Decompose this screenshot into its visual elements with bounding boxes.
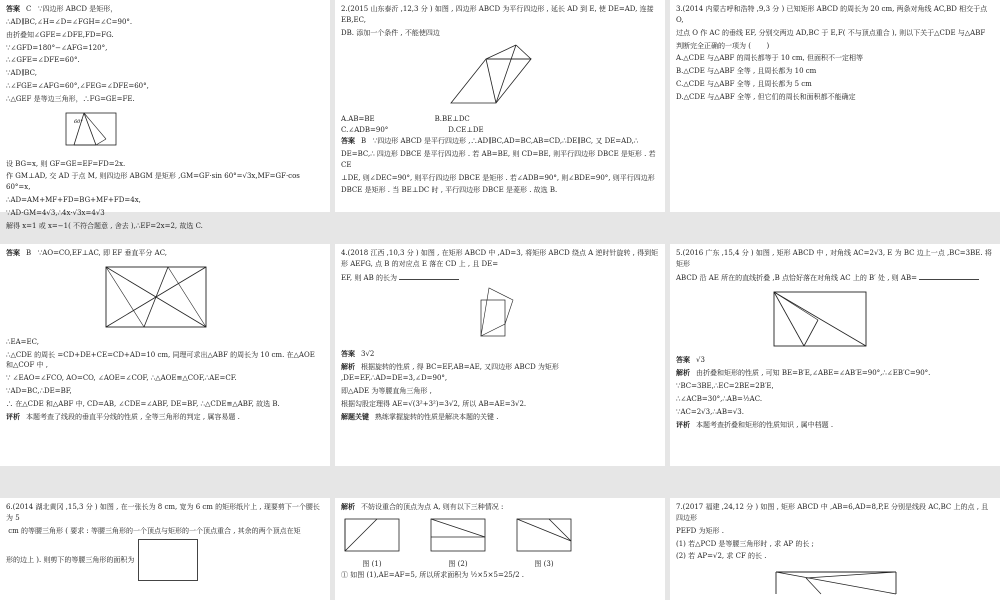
option-a: A.AB=BE [341, 115, 375, 124]
question-text: 7.(2017 福建 ,24,12 分 ) 如图 , 矩形 ABCD 中 ,AB=6,AD=8,P,E 分别是线段 AC,BC 上的点 , 且四边形 [676, 503, 989, 522]
question-text: ABCD 沿 AE 所在的直线折叠 ,B 点恰好落在对角线 AC 上的 B′ 处 , 则 AB= [676, 273, 917, 282]
answer-text: 3√2 [361, 350, 375, 359]
sub-question: (2) 若 AP=√2, 求 CF 的长 . [676, 552, 767, 561]
text-line: ∴AD=AM+MF+FD=BG+MF+FD=4x, [6, 196, 141, 205]
question-panel-3 [670, 0, 1000, 212]
solution-panel-8 [335, 498, 665, 600]
comment-label: 评析 [6, 412, 20, 421]
text-line: ① 如图 (1),AE=AF=5, 所以所求面积为 ½×5×5=25/2 . [341, 570, 524, 579]
analysis-label: 解析 [676, 369, 690, 378]
answer-text: C ∵四边形 ABCD 是矩形， [26, 5, 118, 13]
analysis-label: 解析 [341, 363, 355, 372]
solution-panel-1 [0, 0, 330, 230]
text-line: 解得 x=1 或 x=−1( 不符合题意 , 舍去 ),∴EF=2x=2, 故选 C. [6, 221, 203, 230]
question-panel-9 [670, 498, 1000, 600]
folded-rectangle-figure [56, 107, 126, 155]
fold-rectangle-figure [766, 286, 876, 352]
text-line: 判断完全正确的一项为 ( ) [676, 41, 770, 50]
question-panel-5 [335, 244, 665, 466]
key-text: 熟练掌握旋转的性质是解决本题的关键 . [375, 412, 499, 421]
question-panel-2 [335, 0, 665, 212]
text-line: C.△CDE 与△ABF 全等 , 且周长都为 5 cm [676, 80, 812, 89]
figure-caption: 图 (2) [448, 559, 468, 568]
question-panel-7 [0, 498, 330, 600]
option-b: B.BE⊥DC [434, 115, 470, 124]
parallelogram-figure [441, 41, 561, 111]
answer-label: 答案 [6, 5, 20, 13]
question-text: 5.(2016 广东 ,15,4 分 ) 如图 , 矩形 ABCD 中 , 对角线 AC=2√3, E 为 BC 边上一点 ,BC=3BE. 将矩形 [676, 249, 992, 268]
question-text: 形的边上 ). 则剪下的等腰三角形的面积为 [6, 555, 135, 564]
answer-label: 答案 [341, 350, 355, 359]
option-c: C.∠ADB=90° [341, 126, 389, 135]
text-line: 作 GM⊥AD, 交 AD 于点 M, 则四边形 ABGM 是矩形 ,GM=GF·sin 60°=√3x,MF=GF·cos 60°=x, [6, 172, 303, 192]
text-line: ∵AC=2√3,∴AB=√3. [676, 407, 744, 416]
comment-text: 本题考查折叠和矩形的性质知识 , 属中档题 . [696, 420, 834, 429]
question-text: 4.(2018 江西 ,10,3 分 ) 如图 , 在矩形 ABCD 中 ,AD=3, 将矩形 ABCD 绕点 A 逆时针旋转 , 得到矩形 AEFG, 点 B 的对应点 E 落在 CD 上 , 且 DE= [341, 249, 659, 268]
text-line: 过点 O 作 AC 的垂线 EF, 分别交两边 AD,BC 于 E,F( 不与顶点重合 ), 则以下关于△CDE 与△ABF [676, 28, 986, 37]
text-line: ∵∠GFD=180°−∠AFG=120°, [6, 43, 108, 52]
question-text: 3.(2014 内蒙古呼和浩特 ,9,3 分 ) 已知矩形 ABCD 的周长为 20 cm, 两条对角线 AC,BD 相交于点 O, [676, 5, 990, 24]
analysis-text: 不妨设重合的顶点为点 A, 则有以下三种情况 : [361, 503, 504, 511]
answer-blank [919, 272, 979, 280]
sub-question: (1) 若△PCD 是等腰三角形时 , 求 AP 的长 ; [676, 539, 814, 548]
text-line: ∴∠FGE=∠AFG=60°,∠FEG=∠DFE=60°, [6, 82, 149, 91]
text-line: 由折叠知∠GFE=∠DFE,FD=FG. [6, 30, 114, 39]
key-label: 解题关键 [341, 412, 369, 421]
text-line: DBCE 是矩形 . 当 BE⊥DC 时 , 平行四边形 DBCE 是菱形 . 故选 B. [341, 186, 558, 195]
text-line: ∴ 在△CDE 和△ABF 中, CD=AB, ∠CDE=∠ABF, DE=BF, ∴△CDE≌△ABF, 故选 B. [6, 399, 280, 408]
case-figure-1 [341, 515, 403, 555]
answer-box [138, 539, 198, 581]
text-line: 根据勾股定理得 AE=√(3²+3²)=3√2, 所以 AB=AE=3√2. [341, 399, 527, 408]
question-text: EF, 则 AB 的长为 [341, 273, 397, 282]
rectangle-diagonals-figure [96, 261, 216, 333]
text-line: DE=BC,∴ 四边形 DBCE 是平行四边形 . 若 AB=BE, 则 CD=BE, 则平行四边形 DBCE 是矩形 . 若 CE [341, 149, 658, 169]
text-line: ∴EA=EC, [6, 337, 39, 346]
figure-caption: 图 (3) [534, 559, 554, 568]
question-panel-6 [670, 244, 1000, 466]
option-d: D.CE⊥DE [448, 126, 484, 135]
text-line: ∵BC=3BE,∴EC=2BE=2B′E, [676, 382, 774, 391]
angle-label: 60° [74, 118, 83, 125]
case-figure-2 [427, 515, 489, 555]
text-line: ∴∠ACB=30°,∴AB=½AC. [676, 394, 763, 403]
question-text: PEFD 为矩形 . [676, 526, 724, 535]
text-line: ⊥DE, 则∠DEC=90°, 则平行四边形 DBCE 是矩形 . 若∠ADB=90°, 则∠BDE=90°, 则平行四边形 [341, 173, 655, 182]
text-line: B.△CDE 与△ABF 全等 , 且周长都为 10 cm [676, 67, 817, 76]
answer-label: 答案 [6, 249, 20, 257]
question-text: 2.(2015 山东泰沂 ,12,3 分 ) 如图 , 四边形 ABCD 为平行四边形 , 延长 AD 到 E, 使 DE=AD, 连接 EB,EC, [341, 5, 656, 24]
answer-text: B ∵AO=CO,EF⊥AC, 即 EF 垂直平分 AC, [26, 249, 168, 257]
answer-blank [399, 272, 459, 280]
text-line: ∵AD∥BC, [6, 69, 37, 78]
solution-panel-4 [0, 244, 330, 466]
rotated-rectangle-figure [471, 286, 531, 346]
text-line: 即△ADE 为等腰直角三角形 , [341, 386, 432, 395]
rectangle-pefd-figure [766, 564, 906, 594]
text-line: ∵AD=BC,∴DE=BF, [6, 387, 72, 396]
text-line: ∵AD·GM=4√3,∴4x·√3x=4√3 [6, 208, 105, 217]
question-text: 6.(2014 湖北黄冈 ,15,3 分 ) 如图 , 在一张长为 8 cm, 宽为 6 cm 的矩形纸片上 , 现要剪下一个腰长为 5 [6, 503, 320, 522]
text-line: 设 BG=x, 则 GF=GE=EF=FD=2x. [6, 159, 126, 168]
text-line: D.△CDE 与△ABF 全等 , 但它们的周长和面积都不能确定 [676, 92, 856, 101]
analysis-label: 解析 [341, 503, 355, 511]
answer-label: 答案 [676, 356, 690, 365]
answer-label: 答案 [341, 137, 355, 146]
text-line: ∴AD∥BC,∠H=∠D=∠FGH=∠C=90°. [6, 17, 133, 26]
question-text: DB. 添加一个条件 , 不能使四边 [341, 28, 440, 37]
analysis-text: 根据旋转的性质 , 得 BC=EF,AB=AE, 又四边形 ABCD 为矩形 ,DE=EF,∴AD=DE=3,∠D=90°, [341, 363, 562, 383]
text-line: ∴∠GFE=∠DFE=60°. [6, 56, 80, 65]
case-figure-3 [513, 515, 575, 555]
comment-label: 评析 [676, 420, 690, 429]
text-line: ∴△CDE 的周长 =CD+DE+CE=CD+AD=10 cm, 同理可求出△ABF 的周长为 10 cm. 在△AOE 和△COF 中 , [6, 350, 318, 370]
text-line: A.△CDE 与△ABF 的周长都等于 10 cm, 但面积不一定相等 [676, 54, 863, 63]
answer-text: B ∵四边形 ABCD 是平行四边形 ,∴AD∥BC,AD=BC,AB=CD,∴DE∥BC, 又 DE=AD,∴ [361, 137, 639, 146]
question-text: cm 的等腰三角形 ( 要求 : 等腰三角形的一个顶点与矩形的一个顶点重合 , 其余的两个顶点在矩 [6, 526, 301, 535]
analysis-text: 由折叠和矩形的性质 , 可知 BE=B′E,∠ABE=∠AB′E=90°,∴∠EB′C=90°. [696, 369, 931, 378]
text-line: ∴△GEF 是等边三角形，∴FG=GE=FE. [6, 94, 135, 103]
answer-text: √3 [696, 356, 705, 365]
figure-caption: 图 (1) [362, 559, 382, 568]
comment-text: 本题考查了线段的垂直平分线的性质 , 全等三角形的判定 , 属容易题 . [26, 412, 240, 421]
text-line: ∵ ∠EAO=∠FCO, AO=CO, ∠AOE=∠COF, ∴△AOE≌△COF,∴AE=CF. [6, 374, 237, 383]
